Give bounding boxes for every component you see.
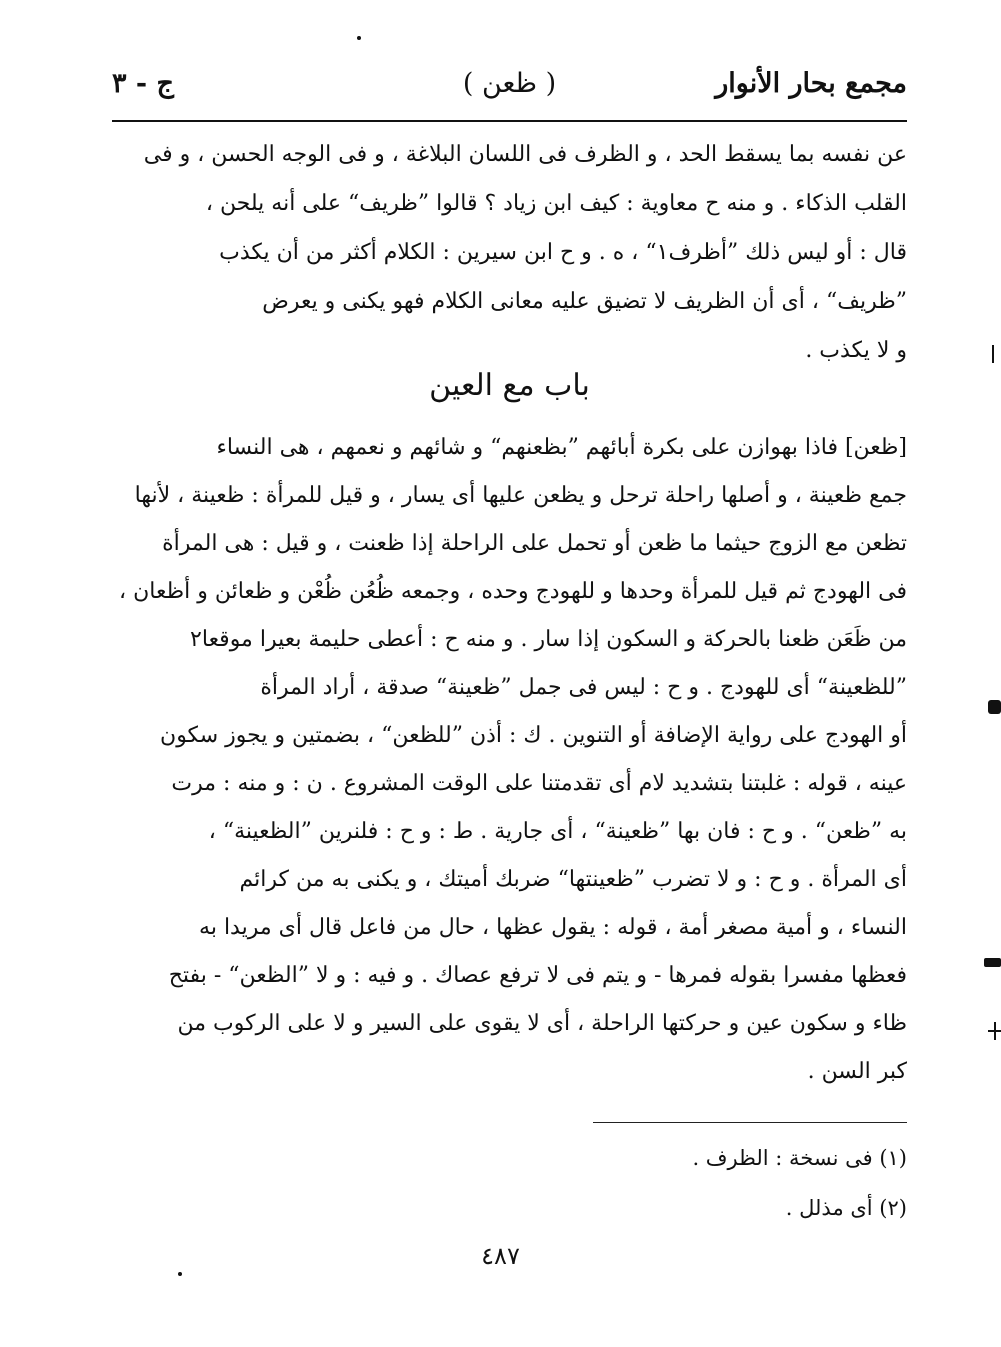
scan-speck (357, 36, 361, 40)
text-line: كبر السن . (807, 1059, 907, 1084)
text-line: فعظها مفسرا بقوله فمرها - و يتم فى لا ترفع عصاك . و فيه : و لا ”الظعن“ - بفتح (168, 963, 907, 988)
text-line: فى الهودج ثم قيل للمرأة وحدها و للهودج وحده ، وجمعه ظُعُن ظُعْن و ظعائن و أظعان ، (119, 579, 907, 604)
footnote-2: (٢) أى مذلل . (785, 1196, 907, 1220)
text-line: ”ظريف“ ، أى أن الظريف لا تضيق عليه معانى الكلام فهو يكنى و يعرض (262, 289, 907, 314)
footnote-rule (593, 1122, 907, 1123)
entry-keyword: ( ظعن ) (462, 68, 557, 99)
text-line: عينه ، قوله : غلبتنا بتشديد لام أى تقدمتنا على الوقت المشروع . ن : و منه : مرت (171, 771, 907, 796)
text-line: النساء ، و أمية مصغر أمة ، قوله : يقول عظها ، حال من فاعل قال أى مريدا به (199, 915, 907, 940)
scan-speck (994, 1022, 996, 1040)
scan-speck (988, 700, 1001, 714)
text-line: [ظعن] فاذا بهوازن على بكرة أبائهم ”بظعنهم“ و شائهم و نعمهم ، هى النساء (216, 435, 907, 460)
text-line: أو الهودج على رواية الإضافة أو التنوين . ك : أذن ”للظعن“ ، بضمتين و يجوز سكون (160, 723, 907, 748)
text-line: قال : أو ليس ذلك ”أظرف١“ ، ه . و ح ابن سيرين : الكلام أكثر من أن يكذب (219, 240, 907, 265)
text-line: تظعن مع الزوج حيثما ما ظعن أو تحمل على الراحلة إذا ظعنت ، و قيل : هى المرأة (162, 531, 907, 556)
text-line: أى المرأة . و ح : و لا تضرب ”ظعينتها“ ضربك أميتك ، و يكنى به من كرائم (239, 867, 907, 892)
scan-speck (992, 345, 994, 363)
intro-paragraph (112, 130, 907, 375)
page-number: ٤٨٧ (481, 1242, 520, 1270)
text-line: به ”ظعن“ . و ح : فان بها ”ظعينة“ ، أى جارية . ط : و ح : فلنرين ”الظعينة“ ، (208, 819, 907, 844)
volume-number: ج - ٣ (112, 68, 174, 99)
text-line: من ظَعَن ظعنا بالحركة و السكون إذا سار . و منه ح : أعطى حليمة بعيرا موقعا٢ (190, 627, 907, 652)
scan-speck (178, 1272, 182, 1276)
scan-speck (984, 958, 1001, 967)
book-title: مجمع بحار الأنوار (715, 68, 907, 99)
section-heading: باب مع العين (429, 368, 590, 403)
text-line: القلب الذكاء . و منه ح معاوية : كيف ابن زياد ؟ قالوا ”ظريف“ على أنه يلحن ، (205, 191, 907, 216)
text-line: ”للظعينة“ أى للهودج . و ح : ليس فى جمل ”ظعينة“ صدقة ، أراد المرأة (260, 675, 907, 700)
running-header (112, 62, 907, 106)
entry-paragraph (112, 424, 907, 1096)
header-rule (112, 120, 907, 122)
footnote-1: (١) فى نسخة : الظرف . (692, 1146, 907, 1170)
text-line: عن نفسه بما يسقط الحد ، و الظرف فى اللسان البلاغة ، و فى الوجه الحسن ، و فى (143, 142, 907, 167)
text-line: و لا يكذب . (805, 338, 907, 363)
text-line: جمع ظعينة ، و أصلها راحلة ترحل و يظعن عليها أى يسار ، و قيل للمرأة : ظعينة ، لأنها (134, 483, 907, 508)
text-line: ظاء و سكون عين و حركتها الراحلة ، أى لا يقوى على السير و لا على الركوب من (177, 1011, 907, 1036)
